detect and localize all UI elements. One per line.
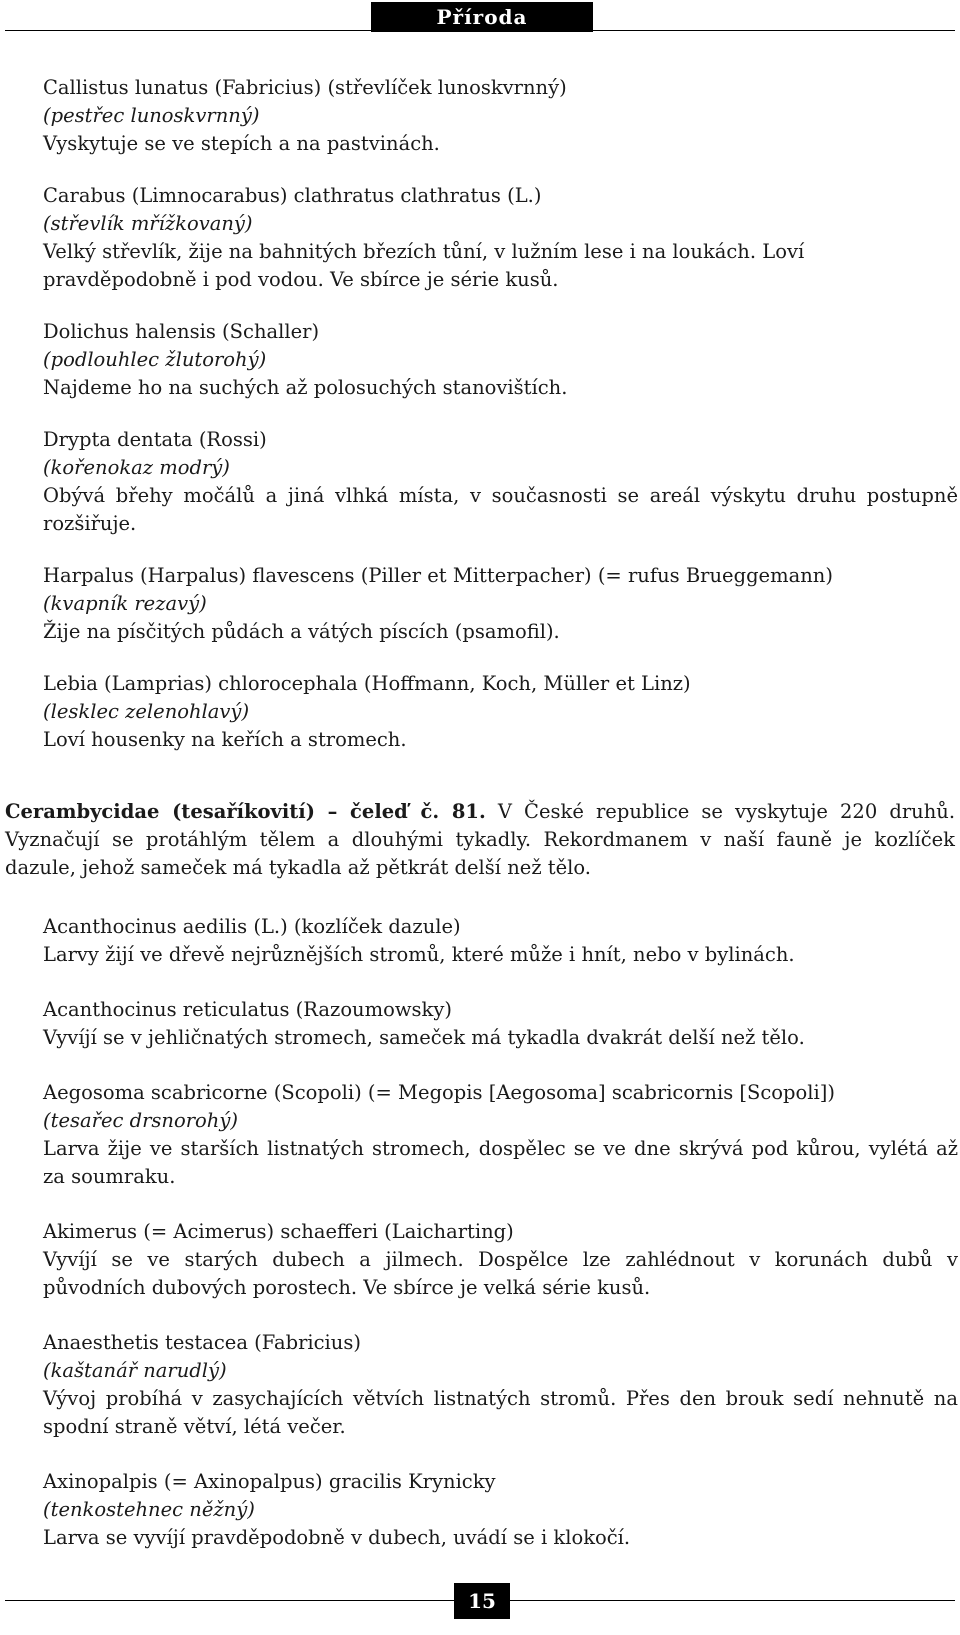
species-latin-name: Harpalus (Harpalus) flavescens (Piller et Mitterpacher) (= rufus Brueggemann) xyxy=(43,564,833,587)
section-tag: Příroda xyxy=(371,2,593,32)
species-latin-name: Anaesthetis testacea (Fabricius) xyxy=(43,1331,361,1354)
species-latin-name: Lebia (Lamprias) chlorocephala (Hoffmann, Koch, Müller et Linz) xyxy=(43,672,691,695)
species-description: Vyskytuje se ve stepích a na pastvinách. xyxy=(43,132,440,155)
species-description: Larvy žijí ve dřevě nejrůznějších stromů, které může i hnít, nebo v bylinách. xyxy=(43,943,795,966)
species-entry xyxy=(43,1329,958,1441)
species-czech-name: (kaštanář narudlý) xyxy=(43,1359,227,1382)
species-entry xyxy=(43,670,958,754)
species-entry xyxy=(43,318,958,402)
species-description: Larva se vyvíjí pravděpodobně v dubech, uvádí se i klokočí. xyxy=(43,1526,631,1549)
species-latin-name: Dolichus halensis (Schaller) xyxy=(43,320,320,343)
species-description: Velký střevlík, žije na bahnitých březích tůní, v lužním lese i na loukách. Loví pravděpodobně i pod vodou. Ve sbírce je série kusů. xyxy=(43,240,805,291)
species-latin-name: Axinopalpis (= Axinopalpus) gracilis Krynicky xyxy=(43,1470,496,1493)
family-paragraph xyxy=(5,798,955,882)
species-czech-name: (kořenokaz modrý) xyxy=(43,456,230,479)
species-entry xyxy=(43,1218,958,1302)
species-latin-name: Acanthocinus aedilis (L.) (kozlíček dazule) xyxy=(43,915,461,938)
species-latin-name: Aegosoma scabricorne (Scopoli) (= Megopis [Aegosoma] scabricornis [Scopoli]) xyxy=(43,1081,835,1104)
species-description: Larva žije ve starších listnatých stromech, dospělec se ve dne skrývá pod kůrou, vylétá až za soumraku. xyxy=(43,1137,958,1188)
species-description: Vyvíjí se v jehličnatých stromech, sameček má tykadla dvakrát delší než tělo. xyxy=(43,1026,805,1049)
species-list-carabidae xyxy=(43,74,958,778)
species-entry xyxy=(43,562,958,646)
species-czech-name: (podlouhlec žlutorohý) xyxy=(43,348,267,371)
species-description: Obývá břehy močálů a jiná vlhká místa, v současnosti se areál výskytu druhu postupně rozšiřuje. xyxy=(43,484,958,535)
family-title: Cerambycidae (tesaříkovití) – čeleď č. 81. xyxy=(5,800,486,823)
page-number: 15 xyxy=(454,1583,510,1619)
species-description: Vývoj probíhá v zasychajících větvích listnatých stromů. Přes den brouk sedí nehnutě na spodní straně větví, létá večer. xyxy=(43,1387,958,1438)
species-entry xyxy=(43,1079,958,1191)
species-latin-name: Akimerus (= Acimerus) schaefferi (Laicharting) xyxy=(43,1220,514,1243)
species-entry xyxy=(43,426,958,538)
species-czech-name: (kvapník rezavý) xyxy=(43,592,207,615)
species-latin-name: Drypta dentata (Rossi) xyxy=(43,428,267,451)
species-entry xyxy=(43,913,958,969)
species-latin-name: Callistus lunatus (Fabricius) (střevlíček lunoskvrnný) xyxy=(43,76,567,99)
species-czech-name: (pestřec lunoskvrnný) xyxy=(43,104,260,127)
species-description: Vyvíjí se ve starých dubech a jilmech. Dospělce lze zahlédnout v korunách dubů v původních dubových porostech. Ve sbírce je velká série kusů. xyxy=(43,1248,958,1299)
species-description: Žije na písčitých půdách a vátých píscích (psamofil). xyxy=(43,620,560,643)
species-czech-name: (tesařec drsnorohý) xyxy=(43,1109,238,1132)
species-czech-name: (lesklec zelenohlavý) xyxy=(43,700,250,723)
species-description: Najdeme ho na suchých až polosuchých stanovištích. xyxy=(43,376,568,399)
species-entry xyxy=(43,996,958,1052)
species-latin-name: Acanthocinus reticulatus (Razoumowsky) xyxy=(43,998,452,1021)
species-entry xyxy=(43,1468,958,1552)
species-list-cerambycidae xyxy=(43,913,958,1579)
species-czech-name: (tenkostehnec něžný) xyxy=(43,1498,255,1521)
species-czech-name: (střevlík mřížkovaný) xyxy=(43,212,253,235)
species-entry xyxy=(43,74,958,158)
species-description: Loví housenky na keřích a stromech. xyxy=(43,728,407,751)
family-description: V České republice se vyskytuje 220 druhů. Vyznačují se protáhlým tělem a dlouhými tykadly. Rekordmanem v naší fauně je kozlíček dazule, jehož sameček má tykadla až pětkrát delší než tělo. xyxy=(5,800,956,879)
species-latin-name: Carabus (Limnocarabus) clathratus clathratus (L.) xyxy=(43,184,542,207)
species-entry xyxy=(43,182,958,294)
